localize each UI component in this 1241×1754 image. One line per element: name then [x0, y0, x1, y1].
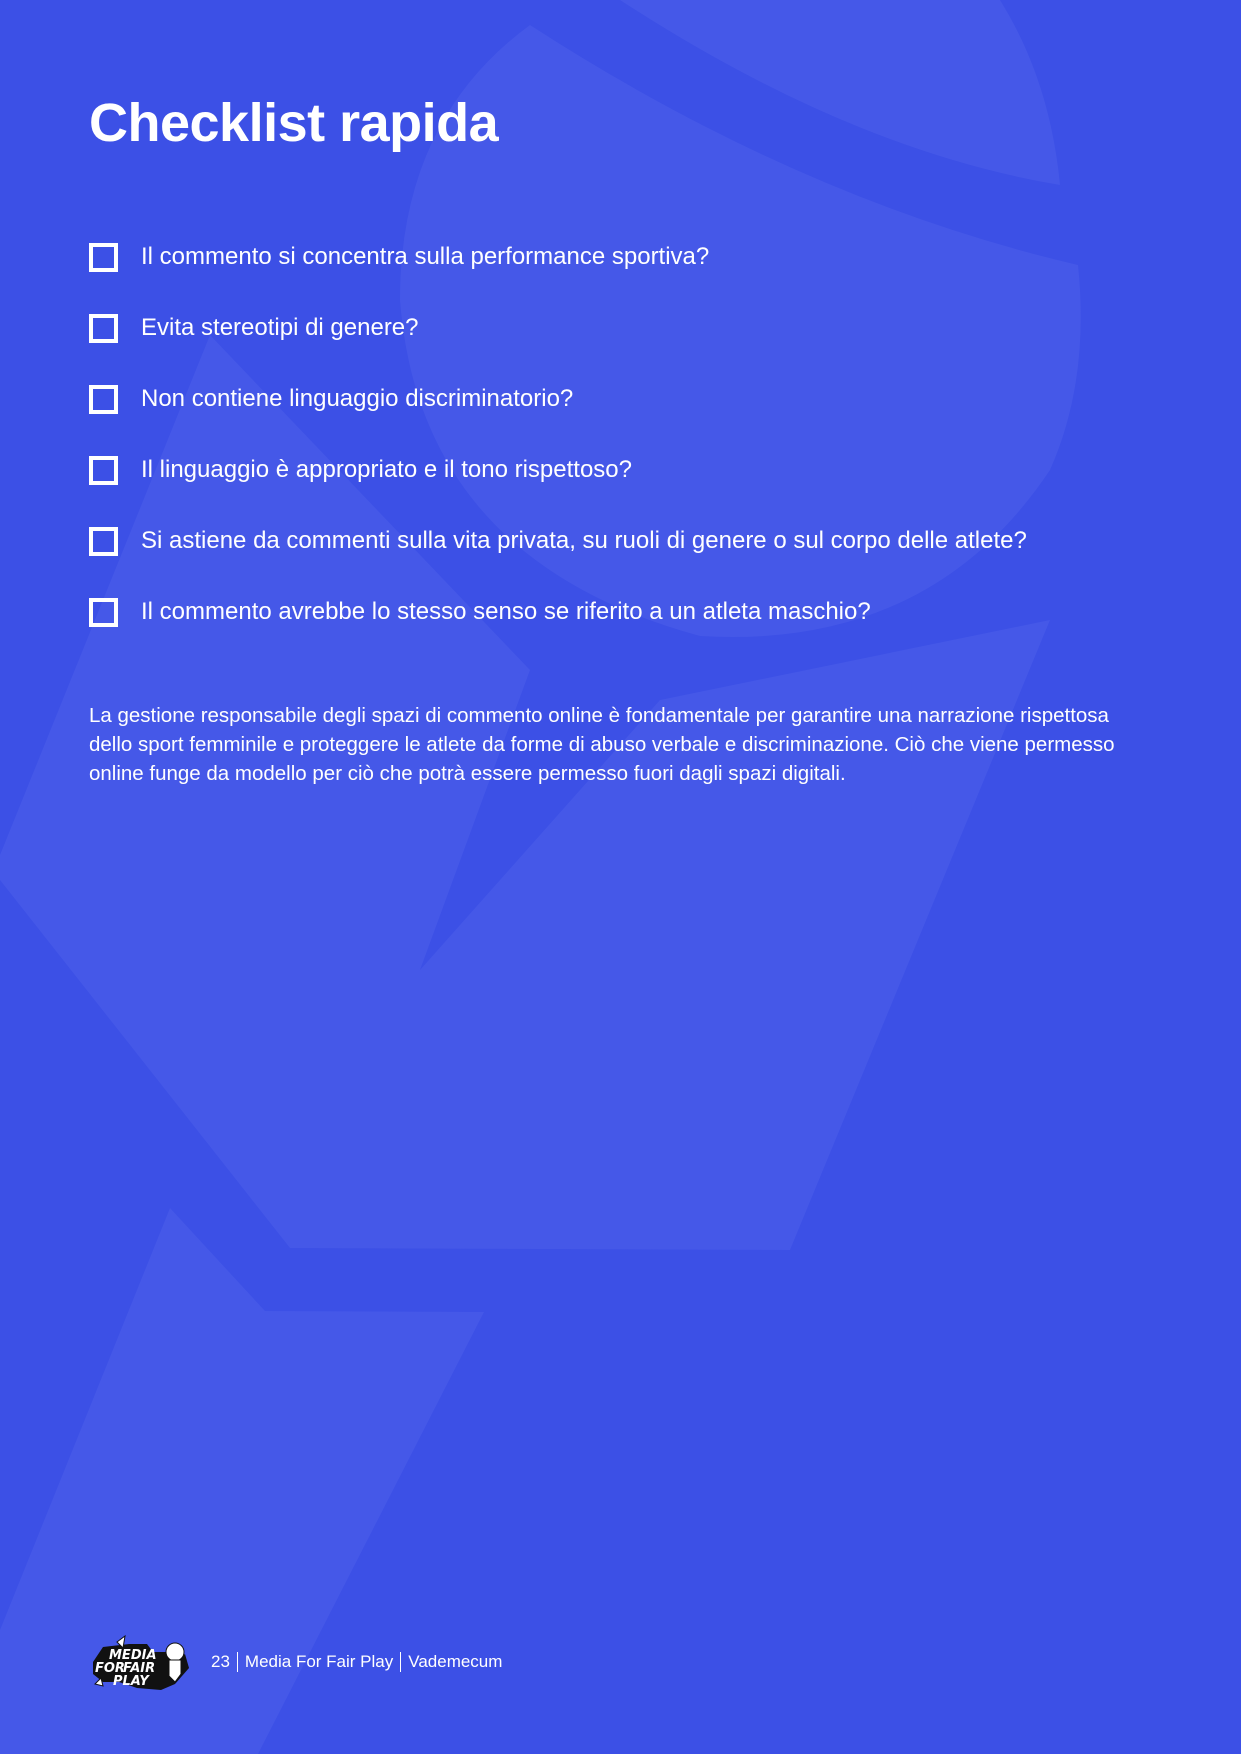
- checkbox[interactable]: [89, 243, 118, 272]
- footer-text: [211, 1652, 502, 1672]
- footer: [89, 1632, 502, 1692]
- checklist-item-label: Non contiene linguaggio discriminatorio?: [141, 385, 574, 412]
- page-title: Checklist rapida: [89, 93, 499, 153]
- checkbox[interactable]: [89, 314, 118, 343]
- checkbox[interactable]: [89, 527, 118, 556]
- checkbox[interactable]: [89, 385, 118, 414]
- checklist-item-label: Il commento si concentra sulla performance sportiva?: [141, 243, 710, 270]
- checkbox[interactable]: [89, 598, 118, 627]
- checklist-item-label: Evita stereotipi di genere?: [141, 314, 419, 341]
- svg-text:FAIR: FAIR: [123, 1661, 156, 1676]
- svg-text:PLAY: PLAY: [113, 1674, 149, 1689]
- footer-separator: [237, 1652, 238, 1672]
- publication-name: Media For Fair Play: [244, 1652, 394, 1671]
- svg-text:FOR: FOR: [95, 1661, 125, 1676]
- checklist-item-label: Si astiene da commenti sulla vita privata, su ruoli di genere o sul corpo delle atlete?: [141, 527, 1027, 554]
- checklist-item[interactable]: [89, 594, 1189, 630]
- media-for-fair-play-logo-icon: [89, 1632, 189, 1692]
- checklist-item[interactable]: [89, 239, 1189, 275]
- svg-text:MEDIA: MEDIA: [109, 1648, 157, 1663]
- checklist-item[interactable]: [89, 310, 1189, 346]
- page-number: 23: [211, 1652, 230, 1671]
- section-name: Vademecum: [408, 1652, 503, 1671]
- body-paragraph: La gestione responsabile degli spazi di commento online è fondamentale per garantire una narrazione rispettosa dello sport femminile e proteggere le atlete da forme di abuso verbale e discriminazione. Ciò che viene permesso online funge da modello per ciò che potrà essere permesso fuori dagli spazi digitali.: [89, 704, 1115, 785]
- checkbox[interactable]: [89, 456, 118, 485]
- checklist: [89, 239, 1189, 665]
- footer-separator: [400, 1652, 401, 1672]
- checklist-item-label: Il commento avrebbe lo stesso senso se riferito a un atleta maschio?: [141, 598, 871, 625]
- checklist-item[interactable]: [89, 523, 1189, 559]
- checklist-item[interactable]: [89, 381, 1189, 417]
- checklist-item[interactable]: [89, 452, 1189, 488]
- checklist-item-label: Il linguaggio è appropriato e il tono rispettoso?: [141, 456, 632, 483]
